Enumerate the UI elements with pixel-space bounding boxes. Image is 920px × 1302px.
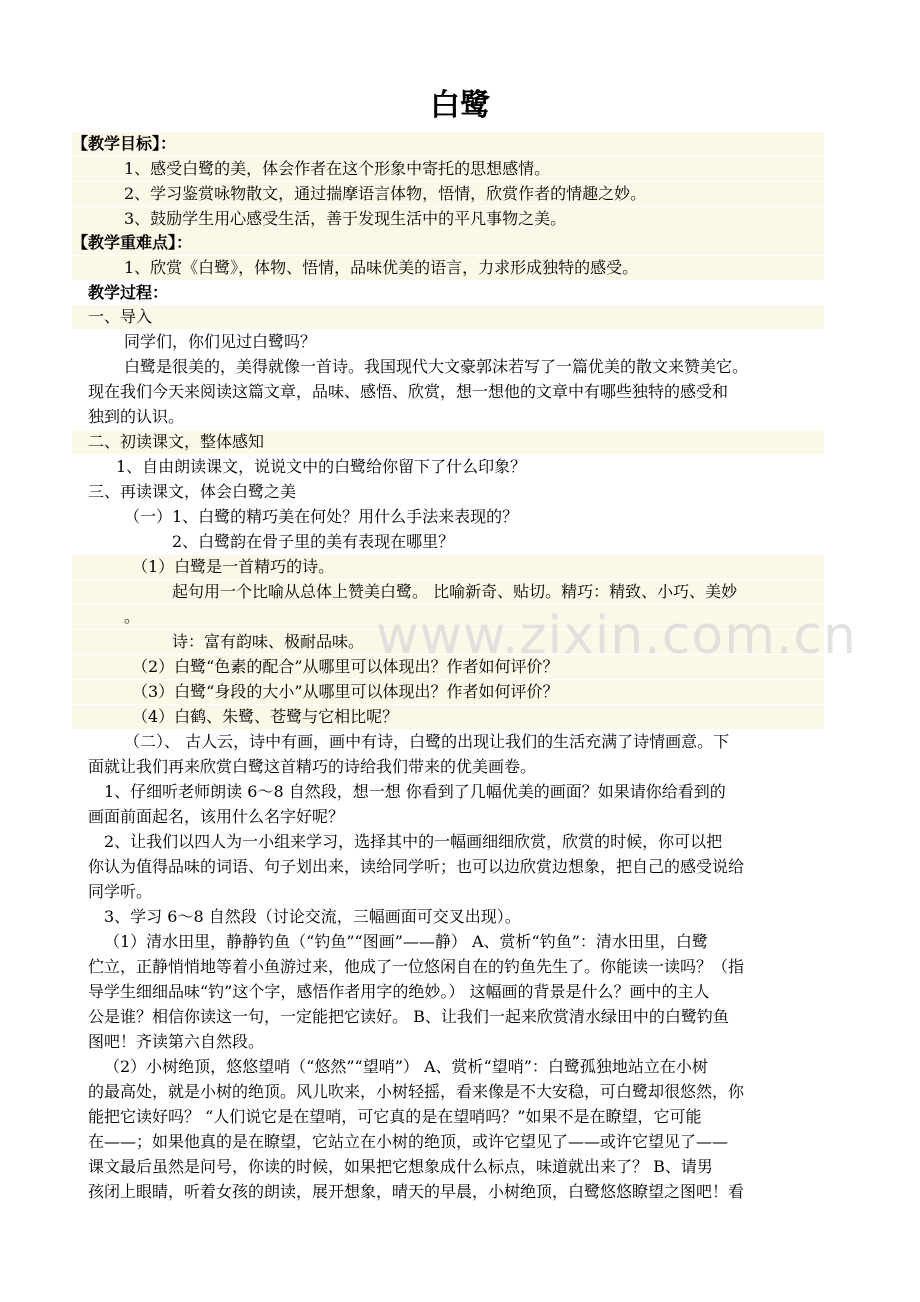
question-line: 2、白鹭韵在骨子里的美有表现在哪里？ <box>172 532 455 551</box>
paragraph-line: 孩闭上眼睛，听着女孩的朗读，展开想象，晴天的早晨，小树绝顶，白鹭悠悠瞭望之图吧！看 <box>88 1182 745 1201</box>
answer-line: 诗：富有韵味、极耐品味。 <box>72 630 824 654</box>
section-title: 二、初读课文，整体感知 <box>72 430 824 454</box>
paragraph-line: （二）、 古人云，诗中有画，画中有诗，白鹭的出现让我们的生活充满了诗情画意。下 <box>124 732 730 751</box>
paragraph-line: 公是谁？相信你读这一句，一定能把它读好。 B、让我们一起来欣赏清水绿田中的白鹭钓鱼 <box>88 1007 729 1026</box>
objective-item: 2、学习鉴赏咏物散文，通过揣摩语言体物，悟情，欣赏作者的情趣之妙。 <box>72 182 824 206</box>
objective-item: 1、感受白鹭的美，体会作者在这个形象中寄托的思想感情。 <box>72 157 824 181</box>
answer-line: 。 <box>72 605 824 629</box>
page-title: 白鹭 <box>430 88 490 123</box>
paragraph-line: 面就让我们再来欣赏白鹭这首精巧的诗给我们带来的优美画卷。 <box>88 757 537 776</box>
key-points-heading: 【教学重难点】： <box>72 231 824 255</box>
paragraph-line: 独到的认识。 <box>88 407 185 426</box>
paragraph-line: 现在我们今天来阅读这篇文章，品味、感悟、欣赏，想一想他的文章中有哪些独特的感受和 <box>88 382 729 401</box>
question-line: （3）白鹭“身段的大小”从哪里可以体现出？作者如何评价？ <box>72 680 824 704</box>
paragraph-line: 白鹭是很美的，美得就像一首诗。我国现代大文豪郭沫若写了一篇优美的散文来赞美它。 <box>124 357 749 376</box>
answer-line: （1）白鹭是一首精巧的诗。 <box>72 555 824 579</box>
question-line: 1、自由朗读课文，说说文中的白鹭给你留下了什么印象？ <box>116 457 527 476</box>
paragraph-line: 在——；如果他真的是在瞭望，它站立在小树的绝顶，或许它望见了——或许它望见了—— <box>88 1132 729 1151</box>
paragraph-line: 2、让我们以四人为一小组来学习，选择其中的一幅画细细欣赏，欣赏的时候，你可以把 <box>104 832 723 851</box>
intro-question: 同学们，你们见过白鹭吗？ <box>124 332 317 351</box>
paragraph-line: 伫立，正静悄悄地等着小鱼游过来，他成了一位悠闲自在的钓鱼先生了。你能读一读吗？（指 <box>88 957 745 976</box>
paragraph-line: 3、学习 6～8 自然段（讨论交流，三幅画面可交叉出现）。 <box>104 907 521 926</box>
question-line: （2）白鹭“色素的配合”从哪里可以体现出？作者如何评价？ <box>72 655 824 679</box>
key-point-item: 1、欣赏《白鹭》，体物、悟情，品味优美的语言，力求形成独特的感受。 <box>72 256 824 280</box>
section-title: 一、导入 <box>72 305 824 329</box>
paragraph-line: 1、仔细听老师朗读 6～8 自然段，想一想 你看到了几幅优美的画面？如果请你给看到的 <box>104 782 726 801</box>
question-line: （4）白鹤、朱鹭、苍鹭与它相比呢？ <box>72 705 824 729</box>
objective-item: 3、鼓励学生用心感受生活，善于发现生活中的平凡事物之美。 <box>72 207 824 231</box>
paragraph-line: 图吧！齐读第六自然段。 <box>88 1032 265 1051</box>
paragraph-line: 课文最后虽然是问号，你读的时候，如果把它想象成什么标点，味道就出来了？ B、请男 <box>88 1157 713 1176</box>
paragraph-line: （2）小树绝顶，悠悠望哨（“悠然”“望哨”） A、赏析“望哨”：白鹭孤独地站立在小树 <box>104 1057 708 1076</box>
paragraph-line: 你认为值得品味的词语、句子划出来，读给同学听；也可以边欣赏边想象，把自己的感受说给 <box>88 857 745 876</box>
paragraph-line: 同学听。 <box>88 882 153 901</box>
answer-line: 起句用一个比喻从总体上赞美白鹭。 比喻新奇、贴切。精巧：精致、小巧、美妙 <box>72 580 824 604</box>
paragraph-line: （1）清水田里，静静钓鱼（“钓鱼”“图画”——静） A、赏析“钓鱼”：清水田里，白鹭 <box>104 932 708 951</box>
section-title: 三、再读课文，体会白鹭之美 <box>88 482 297 501</box>
paragraph-line: 画面前面起名，该用什么名字好呢？ <box>88 807 345 826</box>
paragraph-line: 能把它读好吗？ “人们说它是在望哨，可它真的是在望哨吗？”如果不是在瞭望，它可能 <box>88 1107 702 1126</box>
paragraph-line: 导学生细细品味“钓”这个字，感悟作者用字的绝妙。） 这幅画的背景是什么？画中的主人 <box>88 982 710 1001</box>
objectives-heading: 【教学目标】： <box>72 132 824 156</box>
question-line: （一）1、白鹭的精巧美在何处？用什么手法来表现的？ <box>124 507 519 526</box>
paragraph-line: 的最高处，就是小树的绝顶。风儿吹来，小树轻摇，看来像是不大安稳，可白鹭却很悠然，你 <box>88 1082 745 1101</box>
watermark: www.zixin.com.cn <box>376 606 857 666</box>
process-heading: 教学过程： <box>88 283 169 302</box>
